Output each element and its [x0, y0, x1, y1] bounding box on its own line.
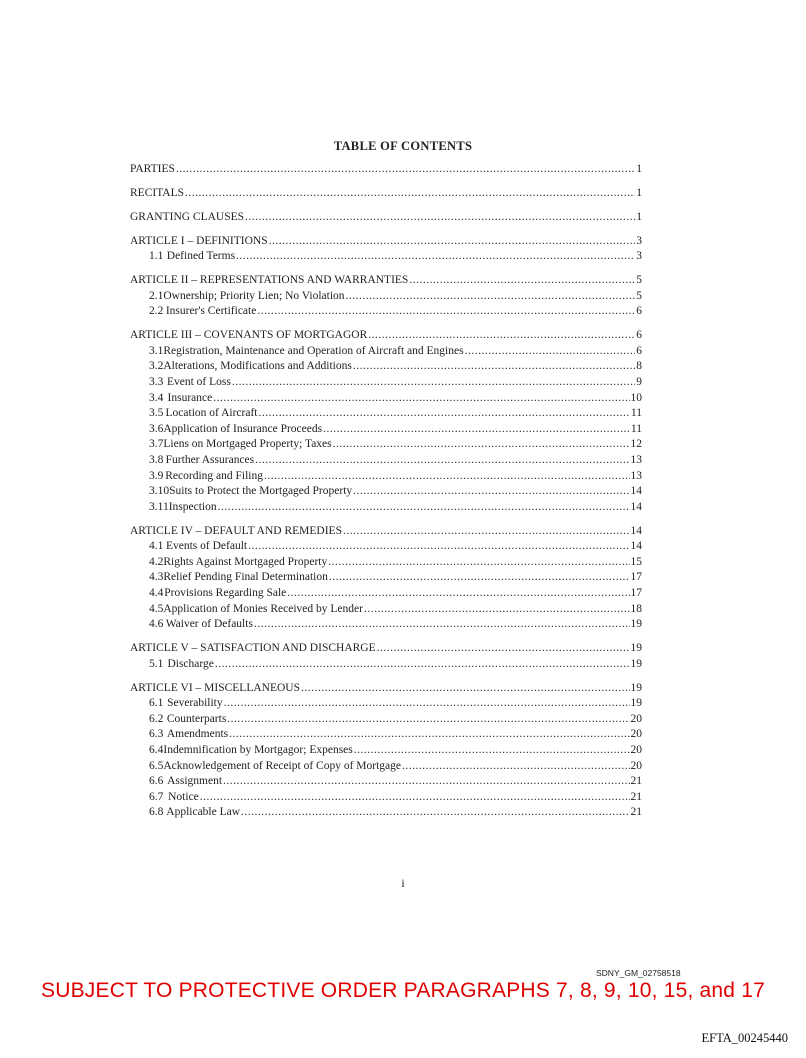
toc-section-number: 2.2 — [149, 305, 164, 318]
toc-entry-page: 1 — [636, 163, 642, 175]
toc-leader-dots — [255, 453, 629, 469]
toc-leader-dots — [343, 524, 630, 540]
toc-leader-dots — [224, 696, 630, 712]
toc-section[interactable] — [130, 289, 642, 305]
toc-section[interactable] — [130, 555, 642, 571]
toc-entry[interactable] — [130, 186, 642, 202]
toc-section-page: 20 — [630, 743, 642, 756]
toc-section-number: 3.4 — [149, 391, 164, 404]
toc-leader-dots — [465, 344, 636, 360]
toc-section-label: Inspection — [168, 500, 217, 513]
toc-leader-dots — [254, 617, 630, 633]
toc-section-number: 2.1 — [149, 289, 164, 302]
toc-entry-page: 1 — [636, 210, 642, 223]
toc-section-label: Acknowledgement of Receipt of Copy of Mortgage — [163, 759, 401, 772]
bates-number: SDNY_GM_02758518 — [596, 968, 681, 978]
page-number: i — [401, 876, 405, 890]
toc-section-label: Defined Terms — [166, 250, 236, 263]
toc-entry[interactable] — [130, 273, 642, 289]
toc-section[interactable] — [130, 484, 642, 500]
toc-leader-dots — [215, 657, 630, 673]
toc-entry-page: 19 — [630, 642, 642, 655]
toc-leader-dots — [232, 375, 635, 391]
toc-section-number: 5.1 — [149, 657, 164, 670]
toc-entry-page: 6 — [636, 329, 642, 342]
toc-entry-label: ARTICLE VI – MISCELLANEOUS — [130, 681, 300, 694]
toc-leader-dots — [245, 210, 635, 226]
toc-section-label: Ownership; Priority Lien; No Violation — [163, 289, 345, 302]
toc-section[interactable] — [130, 249, 642, 265]
toc-section[interactable] — [130, 696, 642, 712]
toc-section-number: 3.6 — [149, 422, 164, 435]
toc-section-page: 20 — [630, 712, 642, 725]
toc-section-page: 5 — [636, 289, 642, 302]
toc-section[interactable] — [130, 805, 642, 821]
toc-section-label: Rights Against Mortgaged Property — [163, 555, 328, 568]
toc-section[interactable] — [130, 759, 642, 775]
toc-leader-dots — [333, 437, 630, 453]
toc-section-page: 13 — [630, 469, 642, 482]
toc-section-label: Applicable Law — [166, 806, 241, 819]
toc-leader-dots — [223, 774, 629, 790]
toc-section-page: 11 — [630, 407, 642, 420]
toc-section-page: 12 — [630, 438, 642, 451]
toc-entry-page: 19 — [630, 681, 642, 694]
toc-entry-label: PARTIES — [130, 163, 175, 175]
toc-list — [130, 162, 642, 821]
toc-section-number: 3.8 — [149, 453, 164, 466]
toc-section-label: Further Assurances — [165, 453, 255, 466]
toc-section-number: 3.2 — [149, 360, 164, 373]
toc-entry-page: 1 — [636, 186, 642, 199]
toc-section[interactable] — [130, 617, 642, 633]
toc-leader-dots — [364, 602, 630, 618]
toc-section-page: 9 — [636, 376, 642, 389]
toc-leader-dots — [259, 406, 630, 422]
toc-section[interactable] — [130, 539, 642, 555]
toc-leader-dots — [353, 359, 635, 375]
toc-section-number: 6.1 — [149, 697, 164, 710]
toc-section-number: 3.10 — [149, 485, 170, 498]
toc-section[interactable] — [130, 790, 642, 806]
toc-section-page: 19 — [630, 697, 642, 710]
toc-section-page: 14 — [630, 500, 642, 513]
toc-section-page: 19 — [630, 618, 642, 631]
toc-section-number: 3.11 — [149, 500, 169, 513]
toc-section[interactable] — [130, 657, 642, 673]
toc-leader-dots — [229, 727, 629, 743]
toc-entry[interactable] — [130, 210, 642, 226]
toc-section-page: 19 — [630, 657, 642, 670]
toc-leader-dots — [402, 759, 630, 775]
toc-section-label: Assignment — [167, 775, 223, 788]
toc-entry[interactable] — [130, 328, 642, 344]
toc-section-number: 4.3 — [149, 571, 164, 584]
toc-entry[interactable] — [130, 641, 642, 657]
toc-section-number: 4.4 — [149, 587, 164, 600]
toc-section-page: 14 — [630, 540, 642, 553]
toc-leader-dots — [248, 539, 629, 555]
toc-section-number: 3.7 — [149, 438, 164, 451]
toc-section-number: 1.1 — [149, 250, 164, 263]
toc-title: TABLE OF CONTENTS — [333, 139, 473, 153]
toc-entry-label: ARTICLE IV – DEFAULT AND REMEDIES — [130, 524, 342, 537]
toc-section-label: Events of Default — [165, 540, 248, 553]
toc-section-number: 6.8 — [149, 806, 164, 819]
toc-section-number: 3.5 — [149, 407, 164, 420]
toc-entry[interactable] — [130, 524, 642, 540]
toc-entry-label: ARTICLE III – COVENANTS OF MORTGAGOR — [130, 329, 368, 342]
toc-section-page: 8 — [636, 360, 642, 373]
toc-leader-dots — [353, 484, 629, 500]
toc-section-number: 6.5 — [149, 759, 164, 772]
toc-section[interactable] — [130, 344, 642, 360]
toc-section-number: 6.4 — [149, 743, 164, 756]
toc-section-number: 4.6 — [149, 618, 164, 631]
toc-section[interactable] — [130, 469, 642, 485]
toc-section[interactable] — [130, 375, 642, 391]
toc-section-page: 18 — [630, 602, 642, 615]
toc-section-number: 6.6 — [149, 775, 164, 788]
toc-section-page: 6 — [636, 344, 642, 357]
toc-section[interactable] — [130, 391, 642, 407]
toc-entry-label: RECITALS — [130, 186, 185, 199]
toc-section-page: 3 — [636, 250, 642, 263]
toc-section-page: 20 — [630, 728, 642, 741]
toc-leader-dots — [329, 570, 630, 586]
toc-section-label: Suits to Protect the Mortgaged Property — [169, 485, 353, 498]
toc-section-page: 13 — [630, 453, 642, 466]
toc-section[interactable] — [130, 500, 642, 516]
toc-leader-dots — [346, 289, 636, 305]
toc-entry[interactable] — [130, 162, 642, 178]
toc-section-number: 6.7 — [149, 790, 164, 803]
toc-section-label: Recording and Filing — [165, 469, 264, 482]
toc-section-page: 20 — [630, 759, 642, 772]
toc-entry[interactable] — [130, 234, 642, 250]
toc-leader-dots — [377, 641, 630, 657]
toc-section[interactable] — [130, 743, 642, 759]
toc-section-label: Insurer's Certificate — [165, 305, 257, 318]
toc-section-label: Relief Pending Final Determination — [163, 571, 328, 584]
toc-leader-dots — [323, 422, 630, 438]
toc-section[interactable] — [130, 774, 642, 790]
toc-section-number: 4.5 — [149, 602, 164, 615]
toc-leader-dots — [328, 555, 629, 571]
toc-leader-dots — [227, 712, 629, 728]
toc-section-page: 14 — [630, 485, 642, 498]
toc-entry-page: 3 — [636, 234, 642, 247]
toc-section-label: Indemnification by Mortgagor; Expenses — [163, 743, 353, 756]
toc-section-page: 15 — [630, 555, 642, 568]
toc-section-label: Liens on Mortgaged Property; Taxes — [163, 438, 332, 451]
toc-section[interactable] — [130, 712, 642, 728]
toc-section-page: 11 — [630, 422, 642, 435]
toc-leader-dots — [409, 273, 635, 289]
toc-leader-dots — [287, 586, 629, 602]
toc-section-label: Application of Insurance Proceeds — [163, 422, 323, 435]
toc-section-label: Waiver of Defaults — [165, 618, 253, 631]
toc-section-number: 6.3 — [149, 728, 164, 741]
toc-section-page: 21 — [630, 775, 642, 788]
toc-leader-dots — [236, 249, 635, 265]
toc-entry-page: 14 — [630, 524, 642, 537]
toc-section[interactable] — [130, 406, 642, 422]
toc-section-page: 17 — [630, 571, 642, 584]
toc-section-page: 6 — [636, 305, 642, 318]
toc-leader-dots — [241, 805, 629, 821]
toc-leader-dots — [269, 234, 636, 250]
toc-section[interactable] — [130, 602, 642, 618]
toc-section-label: Application of Monies Received by Lender — [163, 602, 363, 615]
toc-entry-label: ARTICLE V – SATISFACTION AND DISCHARGE — [130, 642, 376, 655]
toc-leader-dots — [257, 304, 635, 320]
toc-leader-dots — [264, 469, 629, 485]
toc-entry-label: ARTICLE II – REPRESENTATIONS AND WARRANTIES — [130, 274, 409, 287]
protective-order-notice: SUBJECT TO PROTECTIVE ORDER PARAGRAPHS 7, 8, 9, 10, 15, and 17 — [41, 979, 765, 1002]
toc-leader-dots — [176, 162, 635, 178]
toc-section-page: 17 — [630, 587, 642, 600]
toc-section-label: Location of Aircraft — [165, 407, 258, 420]
toc-entry-page: 5 — [636, 274, 642, 287]
toc-section-label: Amendments — [166, 728, 229, 741]
toc-section[interactable] — [130, 304, 642, 320]
toc-section-label: Notice — [168, 790, 199, 803]
toc-section-number: 3.9 — [149, 469, 164, 482]
toc-section-number: 3.3 — [149, 376, 164, 389]
toc-section[interactable] — [130, 453, 642, 469]
toc-section-page: 21 — [630, 790, 642, 803]
toc-section-number: 3.1 — [149, 344, 164, 357]
toc-section-label: Counterparts — [166, 712, 227, 725]
toc-leader-dots — [213, 391, 629, 407]
toc-section[interactable] — [130, 359, 642, 375]
toc-section-number: 4.2 — [149, 555, 164, 568]
toc-leader-dots — [354, 743, 630, 759]
toc-section-page: 21 — [630, 806, 642, 819]
efta-id: EFTA_00245440 — [701, 1031, 788, 1045]
toc-section[interactable] — [130, 586, 642, 602]
toc-section-label: Discharge — [167, 657, 214, 670]
toc-section[interactable] — [130, 437, 642, 453]
toc-section-number: 4.1 — [149, 540, 164, 553]
toc-entry-label: GRANTING CLAUSES — [130, 210, 245, 223]
toc-section-label: Provisions Regarding Sale — [164, 587, 287, 600]
toc-section[interactable] — [130, 570, 642, 586]
toc-section-label: Event of Loss — [166, 376, 231, 389]
toc-leader-dots — [301, 681, 630, 697]
toc-entry[interactable] — [130, 681, 642, 697]
toc-section-label: Registration, Maintenance and Operation of Aircraft and Engines — [163, 344, 464, 357]
toc-section[interactable] — [130, 422, 642, 438]
toc-leader-dots — [200, 790, 630, 806]
toc-entry-label: ARTICLE I – DEFINITIONS — [130, 234, 268, 247]
toc-leader-dots — [218, 500, 630, 516]
toc-section-label: Insurance — [167, 391, 213, 404]
toc-section-number: 6.2 — [149, 712, 164, 725]
toc-section[interactable] — [130, 727, 642, 743]
toc-section-label: Alterations, Modifications and Additions — [163, 360, 352, 373]
toc-leader-dots — [368, 328, 635, 344]
toc-leader-dots — [185, 186, 635, 202]
toc-section-page: 10 — [630, 391, 642, 404]
toc-section-label: Severability — [167, 697, 223, 710]
